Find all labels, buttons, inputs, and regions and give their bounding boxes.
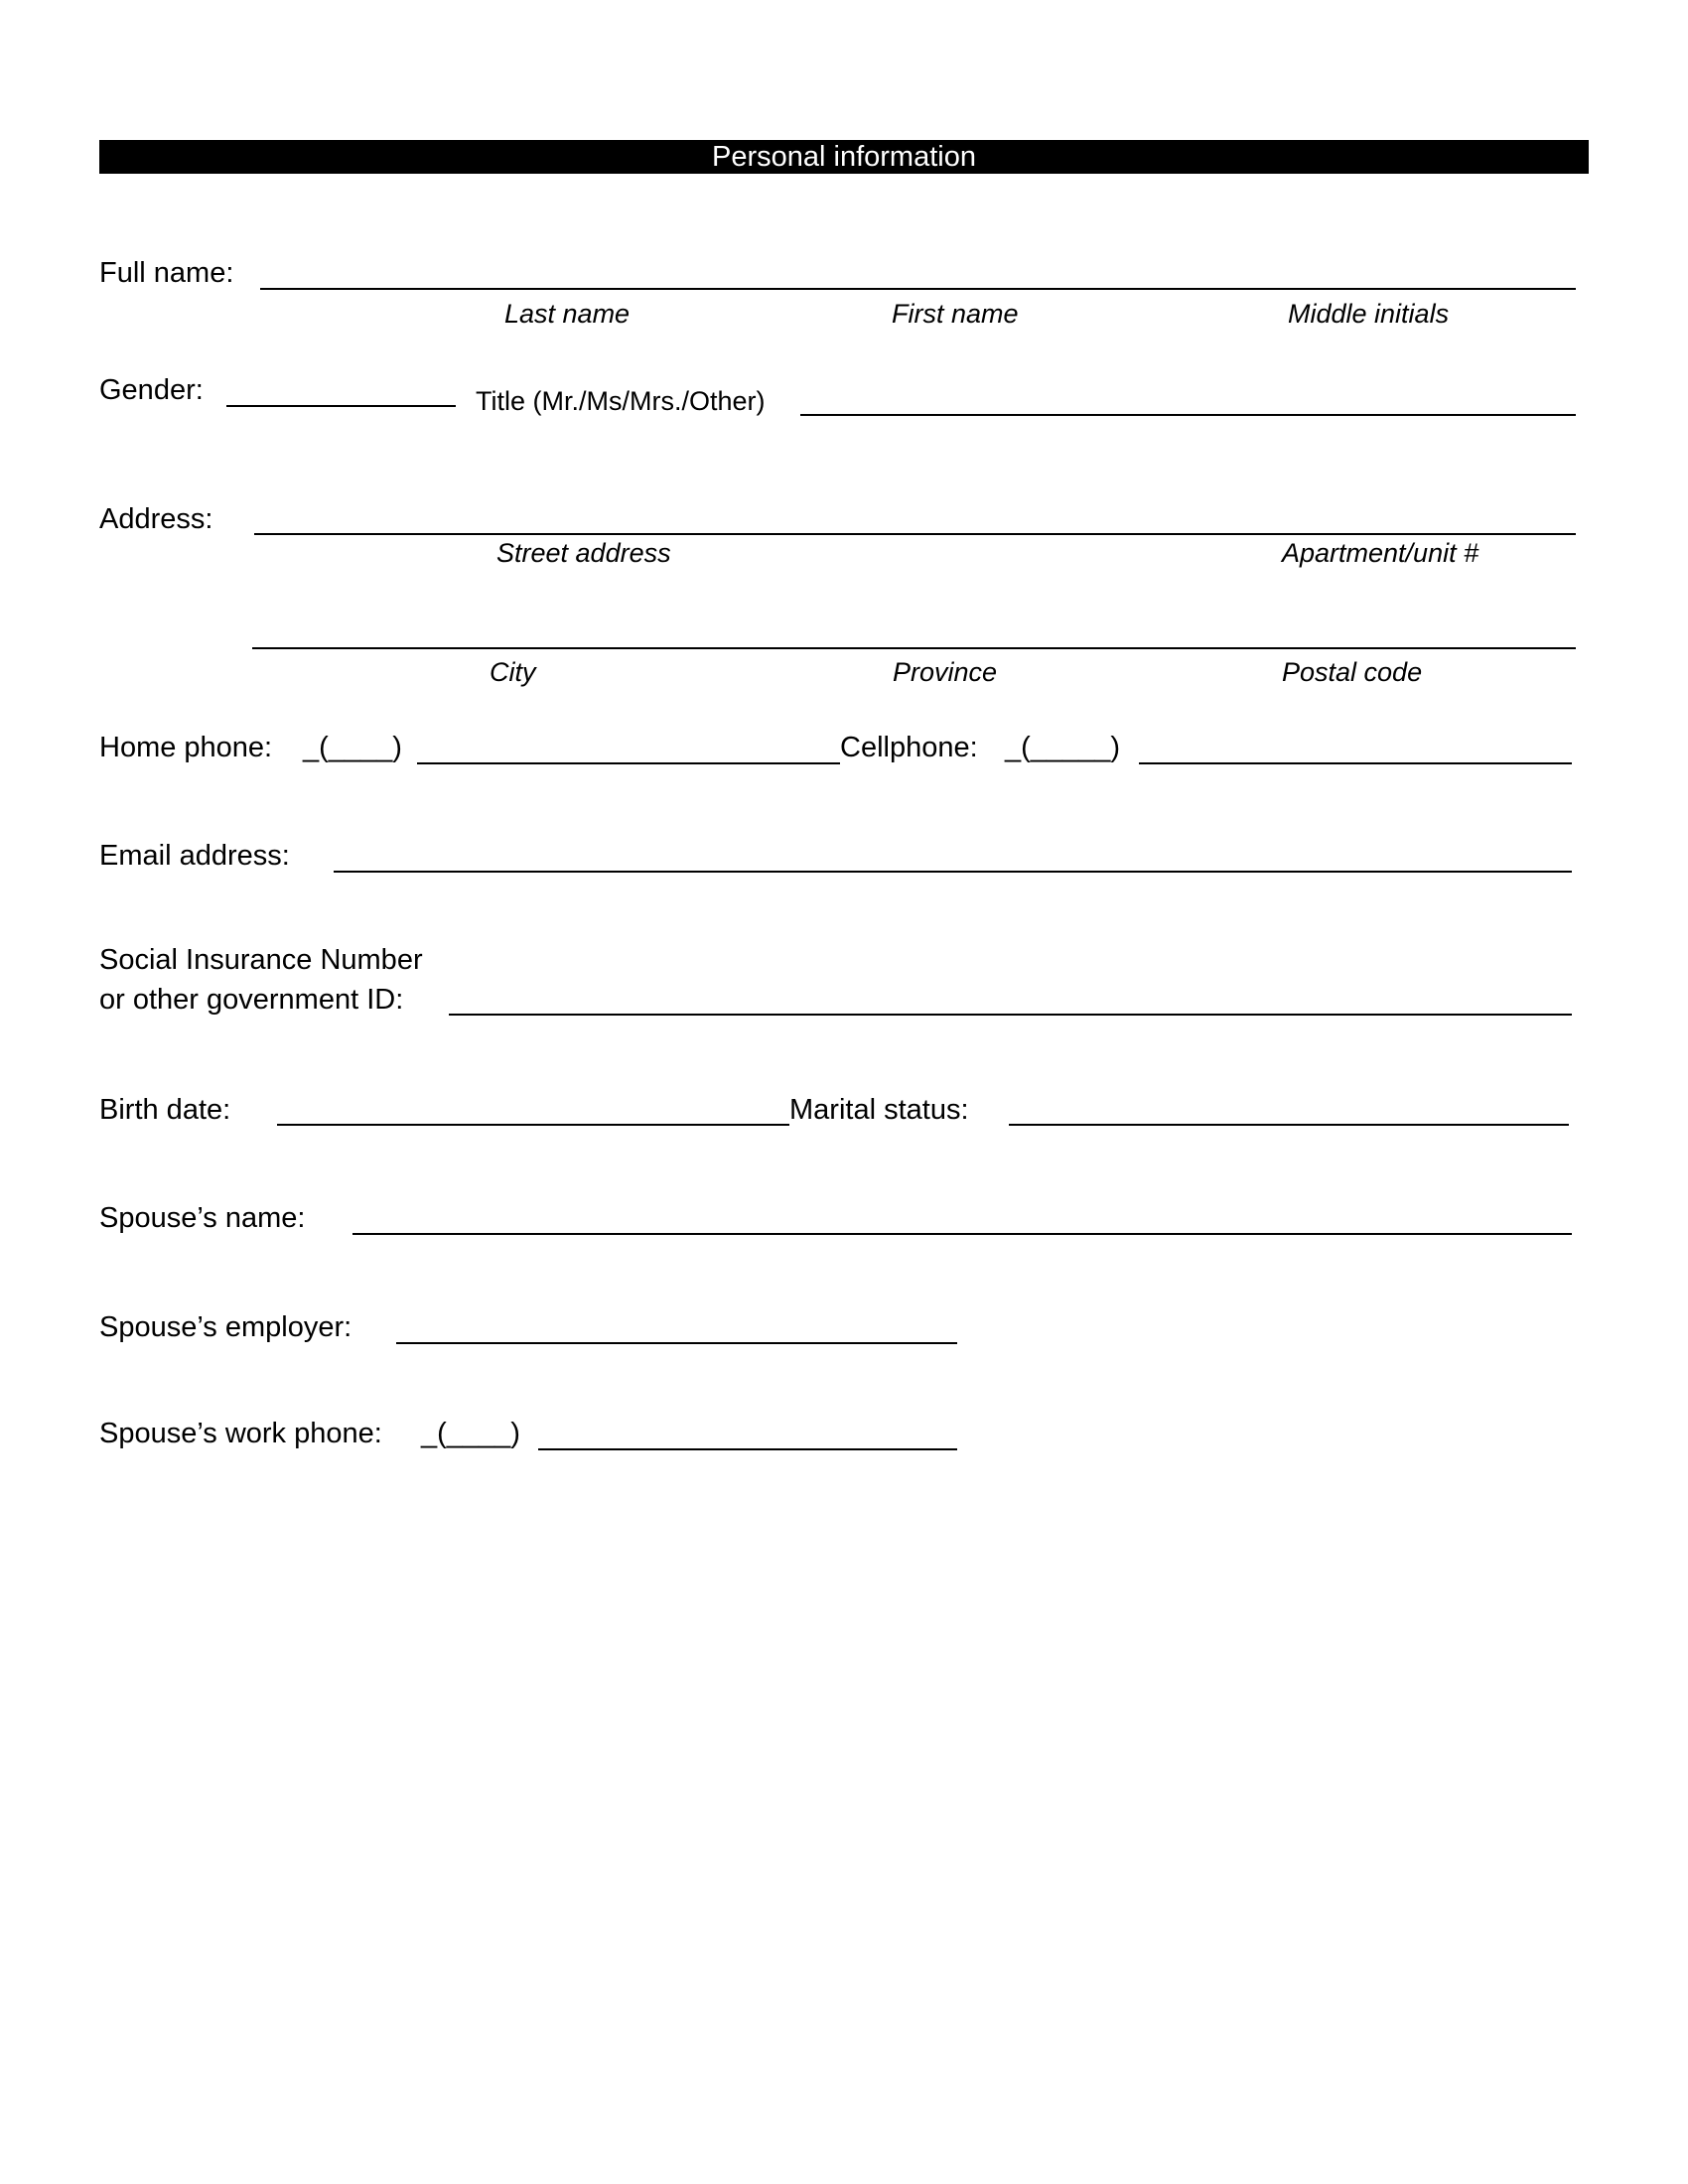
gender-field[interactable]	[226, 405, 456, 407]
city-province-postal-field[interactable]	[252, 647, 1576, 649]
spouse-employer-label: Spouse’s employer:	[99, 1311, 352, 1343]
marital-status-label: Marital status:	[789, 1094, 969, 1126]
city-caption: City	[490, 657, 536, 687]
home-phone-field[interactable]	[417, 762, 840, 764]
spouse-work-phone-area-code: _(____)	[421, 1418, 520, 1449]
sin-label-line2: or other government ID:	[99, 984, 404, 1016]
title-field[interactable]	[800, 414, 1576, 416]
email-field[interactable]	[334, 871, 1572, 873]
cellphone-area-code: _(_____)	[1005, 732, 1121, 763]
province-caption: Province	[893, 657, 998, 687]
postal-code-caption: Postal code	[1282, 657, 1423, 687]
cellphone-field[interactable]	[1139, 762, 1572, 764]
apartment-unit-caption: Apartment/unit #	[1282, 538, 1479, 568]
first-name-caption: First name	[892, 299, 1019, 329]
address-label: Address:	[99, 503, 213, 535]
title-label: Title (Mr./Ms/Mrs./Other)	[476, 386, 766, 416]
home-phone-area-code: _(____)	[303, 732, 402, 763]
full-name-field[interactable]	[260, 288, 1576, 290]
street-address-field[interactable]	[254, 533, 1576, 535]
section-title: Personal information	[712, 141, 976, 173]
spouse-name-field[interactable]	[352, 1233, 1572, 1235]
spouse-employer-field[interactable]	[396, 1342, 957, 1344]
home-phone-label: Home phone:	[99, 732, 273, 763]
birth-date-label: Birth date:	[99, 1094, 231, 1126]
middle-initials-caption: Middle initials	[1288, 299, 1450, 329]
email-label: Email address:	[99, 840, 290, 872]
spouse-work-phone-label: Spouse’s work phone:	[99, 1418, 382, 1449]
birth-date-field[interactable]	[277, 1124, 789, 1126]
last-name-caption: Last name	[504, 299, 631, 329]
sin-label-line1: Social Insurance Number	[99, 944, 423, 976]
gender-label: Gender:	[99, 374, 204, 406]
sin-field[interactable]	[449, 1014, 1572, 1016]
cellphone-label: Cellphone:	[840, 732, 978, 763]
spouse-name-label: Spouse’s name:	[99, 1202, 306, 1234]
full-name-label: Full name:	[99, 257, 234, 289]
street-address-caption: Street address	[496, 538, 671, 568]
marital-status-field[interactable]	[1009, 1124, 1569, 1126]
spouse-work-phone-field[interactable]	[538, 1448, 957, 1450]
